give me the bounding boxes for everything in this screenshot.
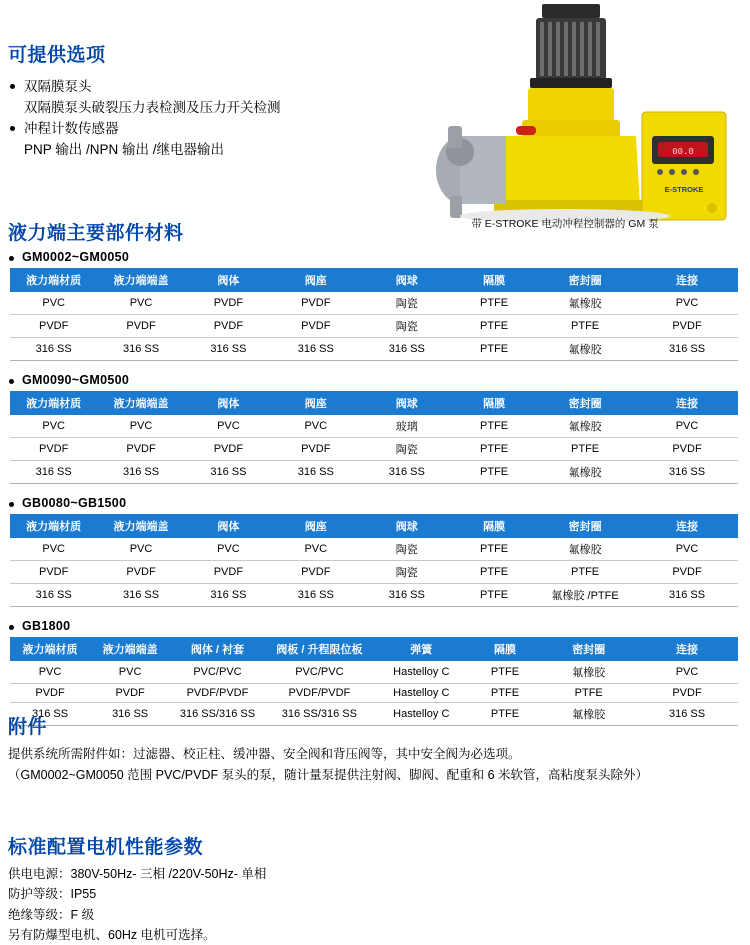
cell: PVC	[185, 538, 272, 561]
table-row	[10, 438, 738, 461]
cell: 316 SS	[272, 584, 359, 607]
cell: 316 SS/316 SS	[170, 703, 265, 726]
cell: PVDF	[185, 561, 272, 584]
cell: PVDF	[272, 438, 359, 461]
column-header: 液力端端盖	[97, 391, 184, 415]
cell: PVDF/PVDF	[170, 684, 265, 703]
cell: 氟橡胶	[541, 703, 636, 726]
svg-text:E-STROKE: E-STROKE	[664, 185, 704, 194]
column-header: 液力端端盖	[97, 268, 184, 292]
column-header: 隔膜	[454, 391, 534, 415]
column-header: 隔膜	[454, 268, 534, 292]
material-group	[8, 250, 742, 361]
cell: 316 SS	[636, 338, 738, 361]
pump-illustration	[390, 0, 745, 235]
cell: 陶瓷	[359, 538, 454, 561]
cell: PTFE	[534, 315, 636, 338]
cell: 316 SS	[185, 584, 272, 607]
cell: 316 SS	[97, 584, 184, 607]
cell: PVDF	[10, 561, 97, 584]
column-header: 液力端端盖	[97, 514, 184, 538]
cell: PTFE	[469, 703, 542, 726]
cell: 陶瓷	[359, 561, 454, 584]
cell: 316 SS	[185, 461, 272, 484]
cell: PVDF	[97, 315, 184, 338]
cell: PVC	[636, 292, 738, 315]
cell: PVC	[97, 415, 184, 438]
column-header: 阀体	[185, 268, 272, 292]
column-header: 阀体 / 衬套	[170, 637, 265, 661]
svg-text:00.0: 00.0	[672, 147, 694, 157]
cell: PVC/PVC	[265, 661, 374, 684]
cell: 氟橡胶	[534, 461, 636, 484]
group-label: GB0080~GB1500	[8, 496, 742, 510]
cell: PVC	[10, 538, 97, 561]
accessories-line: 提供系统所需附件如：过滤器、校正柱、缓冲器、安全阀和背压阀等，其中安全阀为必选项。	[8, 747, 521, 761]
cell: PVDF	[636, 561, 738, 584]
table-row	[10, 703, 738, 726]
group-label: GB1800	[8, 619, 742, 633]
cell: PVDF	[97, 438, 184, 461]
cell: 玻璃	[359, 415, 454, 438]
accessories-title: 附件	[8, 717, 48, 738]
table-header-row	[10, 391, 738, 415]
list-item: 冲程计数传感器	[8, 119, 408, 140]
list-item: PNP 输出 /NPN 输出 /继电器输出	[24, 141, 225, 157]
cell: PTFE	[454, 315, 534, 338]
motor-line: 防护等级：IP55	[8, 887, 97, 902]
column-header: 阀体	[185, 391, 272, 415]
materials-tables	[8, 250, 742, 738]
options-section	[8, 40, 408, 161]
cell: PTFE	[469, 684, 542, 703]
cell: 陶瓷	[359, 315, 454, 338]
column-header: 密封圈	[534, 391, 636, 415]
table-row	[10, 315, 738, 338]
cell: 316 SS	[359, 338, 454, 361]
cell: PTFE	[454, 338, 534, 361]
table-row	[10, 461, 738, 484]
table-row	[10, 415, 738, 438]
column-header: 阀球	[359, 514, 454, 538]
column-header: 阀板 / 升程限位板	[265, 637, 374, 661]
table-row	[10, 338, 738, 361]
cell: 316 SS	[10, 584, 97, 607]
cell: 316 SS	[359, 584, 454, 607]
cell: 316 SS	[359, 461, 454, 484]
cell: PVC	[90, 661, 170, 684]
table-header-row	[10, 637, 738, 661]
accessories-body	[8, 744, 728, 787]
motor-body	[8, 864, 708, 945]
cell: PVC	[10, 292, 97, 315]
cell: PVDF	[636, 438, 738, 461]
cell: PVDF	[185, 292, 272, 315]
cell: PVC	[185, 415, 272, 438]
cell: PVDF/PVDF	[265, 684, 374, 703]
motor-section-header	[8, 832, 203, 859]
cell: PTFE	[454, 415, 534, 438]
pump-svg	[390, 0, 745, 235]
cell: 316 SS	[97, 338, 184, 361]
column-header: 阀球	[359, 268, 454, 292]
materials-table	[10, 514, 738, 607]
cell: PVC	[10, 415, 97, 438]
cell: PVDF	[10, 315, 97, 338]
motor-line: 另有防爆型电机、60Hz 电机可选择。	[8, 927, 216, 942]
cell: PVDF	[636, 684, 738, 703]
column-header: 连接	[636, 514, 738, 538]
cell: PTFE	[534, 561, 636, 584]
cell: 316 SS	[97, 461, 184, 484]
group-label: GM0090~GM0500	[8, 373, 742, 387]
pump-caption: 带 E-STROKE 电动冲程控制器的 GM 泵	[471, 218, 659, 230]
table-row	[10, 584, 738, 607]
motor-title: 标准配置电机性能参数	[8, 837, 204, 858]
cell: PVC	[272, 415, 359, 438]
column-header: 隔膜	[454, 514, 534, 538]
cell: PVDF	[185, 315, 272, 338]
list-item: 双隔膜泵头破裂压力表检测及压力开关检测	[24, 99, 281, 115]
cell: PVC	[636, 415, 738, 438]
column-header: 阀座	[272, 514, 359, 538]
cell: 氟橡胶	[534, 538, 636, 561]
cell: PTFE	[541, 684, 636, 703]
cell: PVDF	[97, 561, 184, 584]
cell: Hastelloy C	[374, 703, 469, 726]
cell: 陶瓷	[359, 292, 454, 315]
table-row	[10, 684, 738, 703]
cell: 氟橡胶	[541, 661, 636, 684]
cell: PTFE	[534, 438, 636, 461]
cell: 氟橡胶	[534, 338, 636, 361]
motor-line: 供电电源：380V-50Hz- 三相 /220V-50Hz- 单相	[8, 867, 267, 881]
material-group	[8, 373, 742, 484]
cell: PVDF	[10, 684, 90, 703]
cell: PVC	[97, 292, 184, 315]
cell: 316 SS	[636, 584, 738, 607]
table-row	[10, 538, 738, 561]
cell: PVDF	[272, 315, 359, 338]
column-header: 液力端端盖	[90, 637, 170, 661]
materials-table	[10, 268, 738, 361]
cell: PTFE	[454, 461, 534, 484]
cell: 氟橡胶 /PTFE	[534, 584, 636, 607]
cell: 316 SS	[10, 461, 97, 484]
cell: PVDF	[90, 684, 170, 703]
cell: 316 SS/316 SS	[265, 703, 374, 726]
cell: PVC	[10, 661, 90, 684]
cell: PTFE	[454, 438, 534, 461]
column-header: 液力端材质	[10, 268, 97, 292]
column-header: 阀座	[272, 391, 359, 415]
table-header-row	[10, 514, 738, 538]
column-header: 阀体	[185, 514, 272, 538]
accessories-section-header	[8, 712, 47, 739]
cell: 316 SS	[10, 338, 97, 361]
table-header-row	[10, 268, 738, 292]
material-group	[8, 619, 742, 726]
column-header: 阀座	[272, 268, 359, 292]
group-label: GM0002~GM0050	[8, 250, 742, 264]
cell: PVC	[272, 538, 359, 561]
cell: 316 SS	[636, 703, 738, 726]
options-title: 可提供选项	[8, 45, 106, 66]
cell: PVDF	[10, 438, 97, 461]
table-row	[10, 661, 738, 684]
cell: PTFE	[454, 561, 534, 584]
column-header: 弹簧	[374, 637, 469, 661]
cell: 316 SS	[10, 703, 90, 726]
cell: 316 SS	[272, 461, 359, 484]
cell: PVC	[97, 538, 184, 561]
column-header: 连接	[636, 268, 738, 292]
column-header: 密封圈	[541, 637, 636, 661]
cell: 陶瓷	[359, 438, 454, 461]
cell: 氟橡胶	[534, 415, 636, 438]
cell: 氟橡胶	[534, 292, 636, 315]
cell: 316 SS	[636, 461, 738, 484]
column-header: 液力端材质	[10, 637, 90, 661]
cell: PTFE	[454, 538, 534, 561]
column-header: 隔膜	[469, 637, 542, 661]
cell: PVDF	[636, 315, 738, 338]
table-row	[10, 292, 738, 315]
column-header: 连接	[636, 391, 738, 415]
cell: PVC/PVC	[170, 661, 265, 684]
materials-table	[10, 637, 738, 726]
list-item: 双隔膜泵头	[8, 77, 408, 98]
materials-table	[10, 391, 738, 484]
cell: PVC	[636, 538, 738, 561]
cell: PTFE	[469, 661, 542, 684]
motor-line: 绝缘等级：F 级	[8, 907, 95, 922]
cell: Hastelloy C	[374, 684, 469, 703]
cell: 316 SS	[185, 338, 272, 361]
column-header: 液力端材质	[10, 391, 97, 415]
options-list	[8, 77, 408, 161]
cell: PVDF	[185, 438, 272, 461]
material-group	[8, 496, 742, 607]
cell: PVDF	[272, 561, 359, 584]
materials-title: 液力端主要部件材料	[8, 223, 184, 244]
cell: PTFE	[454, 292, 534, 315]
column-header: 密封圈	[534, 514, 636, 538]
table-row	[10, 561, 738, 584]
column-header: 液力端材质	[10, 514, 97, 538]
cell: PVDF	[272, 292, 359, 315]
cell: Hastelloy C	[374, 661, 469, 684]
materials-section-header	[8, 218, 184, 245]
column-header: 密封圈	[534, 268, 636, 292]
cell: 316 SS	[272, 338, 359, 361]
cell: PVC	[636, 661, 738, 684]
column-header: 阀球	[359, 391, 454, 415]
cell: 316 SS	[90, 703, 170, 726]
column-header: 连接	[636, 637, 738, 661]
accessories-line: （GM0002~GM0050 范围 PVC/PVDF 泵头的泵，随计量泵提供注射阀、脚阀、配重和 6 米软管，高粘度泵头除外）	[8, 768, 649, 783]
cell: PTFE	[454, 584, 534, 607]
